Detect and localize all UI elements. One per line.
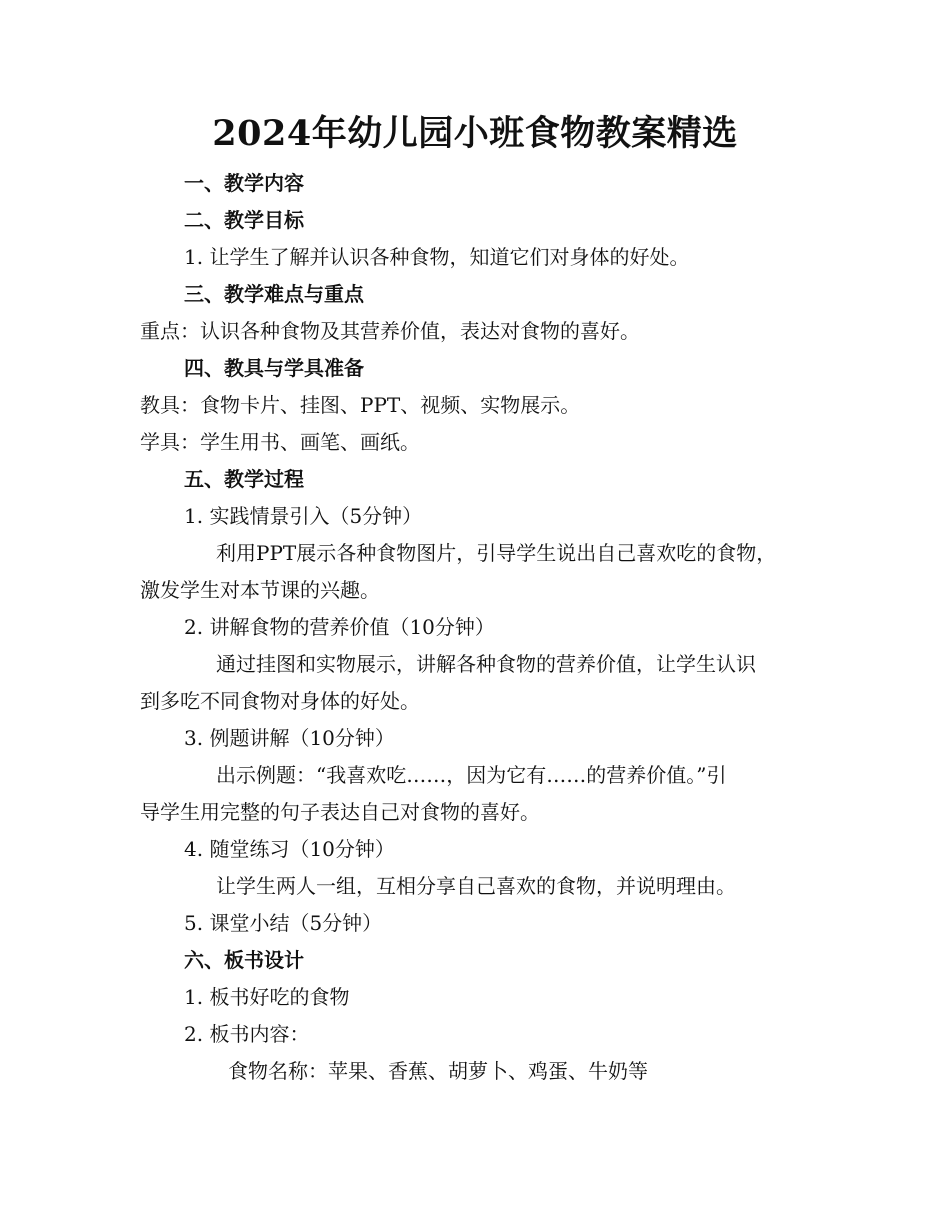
text-line: 学具：学生用书、画笔、画纸。 (140, 430, 420, 454)
document-body (140, 165, 820, 1090)
text-line: 教具：食物卡片、挂图、PPT、视频、实物展示。 (140, 393, 581, 417)
text-line: 利用PPT展示各种食物图片，引导学生说出自己喜欢吃的食物， (216, 541, 777, 565)
text-line: 5. 课堂小结（5分钟） (184, 911, 383, 935)
text-line: 3. 例题讲解（10分钟） (184, 726, 395, 750)
text-line: 2. 讲解食物的营养价值（10分钟） (184, 615, 495, 639)
text-line: 1. 板书好吃的食物 (184, 985, 350, 1009)
text-line: 通过挂图和实物展示，讲解各种食物的营养价值，让学生认识 (216, 652, 756, 676)
text-line: 激发学生对本节课的兴趣。 (140, 578, 380, 602)
section-heading: 二、教学目标 (184, 208, 304, 232)
text-line: 2. 板书内容： (184, 1022, 310, 1046)
text-line: 4. 随堂练习（10分钟） (184, 837, 395, 861)
text-line: 到多吃不同食物对身体的好处。 (140, 689, 420, 713)
text-line: 导学生用完整的句子表达自己对食物的喜好。 (140, 800, 540, 824)
text-line: 食物名称：苹果、香蕉、胡萝卜、鸡蛋、牛奶等 (228, 1059, 648, 1083)
text-line: 让学生两人一组，互相分享自己喜欢的食物，并说明理由。 (216, 874, 736, 898)
text-line: 1. 实践情景引入（5分钟） (184, 504, 423, 528)
text-line: 出示例题：“我喜欢吃……，因为它有……的营养价值。”引 (216, 763, 727, 787)
text-line: 重点：认识各种食物及其营养价值，表达对食物的喜好。 (140, 319, 640, 343)
section-heading: 四、教具与学具准备 (184, 356, 364, 380)
section-heading: 一、教学内容 (184, 171, 304, 195)
section-heading: 六、板书设计 (184, 948, 304, 972)
text-line: 1. 让学生了解并认识各种食物，知道它们对身体的好处。 (184, 245, 690, 269)
page-title: 2024年幼儿园小班食物教案精选 (212, 113, 738, 154)
section-heading: 五、教学过程 (184, 467, 304, 491)
section-heading: 三、教学难点与重点 (184, 282, 364, 306)
